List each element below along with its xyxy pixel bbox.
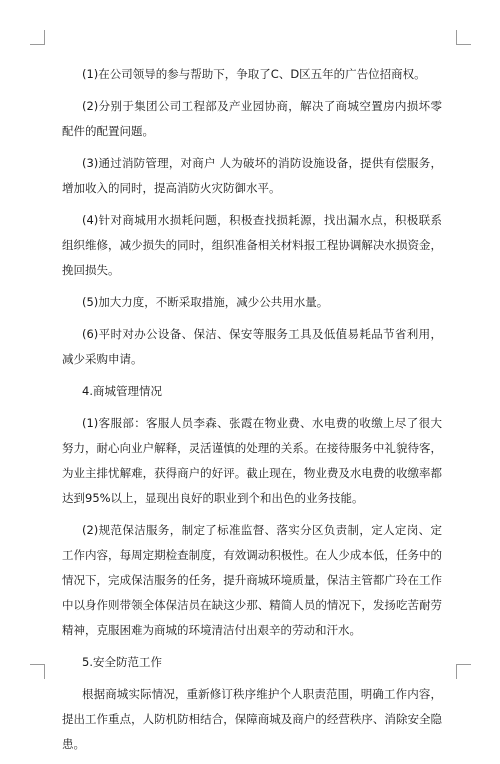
crop-mark-bottom-right (456, 664, 471, 679)
section-5-paragraph-1: 根据商城实际情况，重新修订秩序维护个人职责范围，明确工作内容，提出工作重点，人防机防相结合，保障商城及商户的经营秩序、消除安全隐患。 (62, 687, 442, 751)
section-4-paragraph-2: (2)规范保洁服务，制定了标准监督、落实分区负责制，定人定岗、定工作内容，每周定期检查制度，有效调动积极性。在人少成本低，任务中的情况下，完成保洁服务的任务，提升商城环境质量，保洁主管都广玲在工作中以身作则带领全体保洁员在缺这少那、精简人员的情况下，发扬吃苦耐劳精神，克服困难为商城的环境清洁付出艰辛的劳动和汗水。 (62, 523, 442, 637)
document-body (62, 62, 442, 764)
paragraph-item-5: (5)加大力度，不断采取措施，减少公共用水量。 (82, 295, 329, 309)
paragraph-item-1: (1)在公司领导的参与帮助下，争取了C、D区五年的广告位招商权。 (82, 67, 426, 81)
crop-mark-top-left (30, 30, 45, 45)
section-4-paragraph-1: (1)客服部：客服人员李森、张霞在物业费、水电费的收缴上尽了很大努力，耐心向业户解释，灵活谨慎的处理的关系。在接待服务中礼貌待客，为业主排忧解难，获得商户的好评。截止现在，物业费及水电费的收缴率都达到95%以上，显现出良好的职业到个和出色的业务技能。 (62, 416, 442, 505)
paragraph-item-4: (4)针对商城用水损耗问题，积极查找损耗源，找出漏水点，积极联系组织维修，减少损失的同时，组织准备相关材料报工程协调解决水损资金，挽回损失。 (62, 213, 442, 277)
paragraph-item-6: (6)平时对办公设备、保洁、保安等服务工具及低值易耗品节省利用，减少采购申请。 (62, 327, 442, 366)
crop-mark-bottom-left (30, 664, 45, 679)
paragraph-item-2: (2)分别于集团公司工程部及产业园协商，解决了商城空置房内损坏零配件的配置问题。 (62, 99, 442, 138)
section-4-heading: 4.商城管理情况 (82, 384, 162, 398)
crop-mark-top-right (456, 30, 471, 45)
paragraph-item-3: (3)通过消防管理，对商户 人为破坏的消防设施设备，提供有偿服务，增加收入的同时，提高消防火灾防御水平。 (62, 156, 442, 195)
section-5-heading: 5.安全防范工作 (82, 655, 162, 669)
